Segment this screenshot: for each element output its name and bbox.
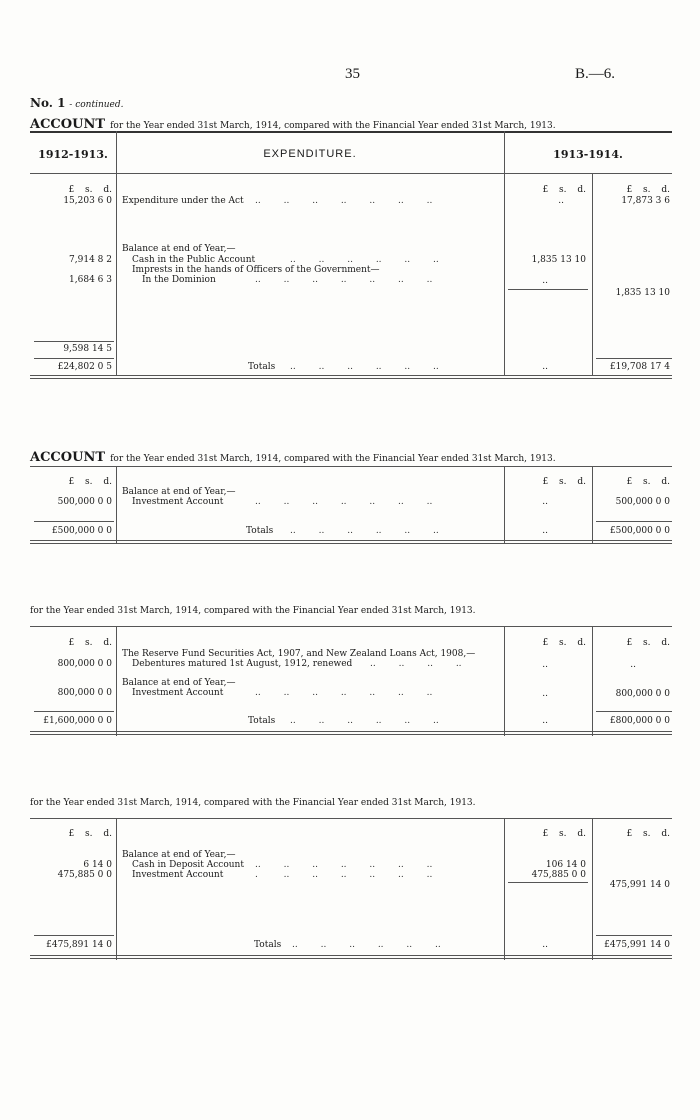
heading-number: No. 1	[30, 96, 66, 110]
col-header-prev: 1912-1913.	[38, 148, 108, 161]
row-curr: 800,000 0 0	[615, 689, 670, 699]
total-label: Totals	[254, 940, 282, 950]
section-4-title: for the Year ended 31st March, 1914, compared with the Financial Year ended 31st March, 1913.	[30, 798, 476, 808]
unit-mid: £ s. d.	[542, 477, 586, 487]
total-prev: £500,000 0 0	[51, 526, 112, 536]
unit-curr: £ s. d.	[626, 638, 670, 648]
row-curr: ..	[630, 660, 636, 670]
section-2-title	[30, 446, 556, 465]
section-2-lead: ACCOUNT	[30, 450, 105, 465]
leader-dots: .. .. .. .. .. .. ..	[255, 688, 433, 698]
page-number: 35	[345, 66, 360, 82]
row-label: Investment Account	[132, 688, 224, 698]
total-curr: £500,000 0 0	[609, 526, 670, 536]
row-mid: ..	[542, 689, 548, 699]
section-2-title-text: for the Year ended 31st March, 1914, compared with the Financial Year ended 31st March, 1913.	[110, 454, 556, 464]
row-mid: ..	[542, 276, 548, 286]
leader-dots: .. .. .. .. .. ..	[290, 716, 439, 726]
total-label: Totals	[246, 526, 274, 536]
continued-heading	[30, 96, 124, 110]
row-prev: 475,885 0 0	[57, 870, 112, 880]
section-3-title: for the Year ended 31st March, 1914, compared with the Financial Year ended 31st March, 1913.	[30, 606, 476, 616]
leader-dots: .. .. .. .. .. .. ..	[255, 275, 433, 285]
total-label: Totals	[248, 362, 276, 372]
row-mid: 1,835 13 10	[531, 255, 586, 265]
row-curr: 500,000 0 0	[615, 497, 670, 507]
section-1-lead: ACCOUNT	[30, 117, 105, 132]
row-mid: 475,885 0 0	[531, 870, 586, 880]
leader-dots: .. .. .. .. .. ..	[290, 362, 439, 372]
total-prev: £24,802 0 5	[57, 362, 112, 372]
row-prev: 6 14 0	[83, 860, 112, 870]
subtotal-curr: 475,991 14 0	[609, 880, 670, 890]
total-label: Totals	[248, 716, 276, 726]
row-prev: 1,684 6 3	[69, 275, 112, 285]
unit-mid: £ s. d.	[542, 829, 586, 839]
total-curr: £475,991 14 0	[604, 940, 670, 950]
total-prev: £475,891 14 0	[46, 940, 112, 950]
row-prev: 800,000 0 0	[57, 659, 112, 669]
section-1-title-text: for the Year ended 31st March, 1914, compared with the Financial Year ended 31st March, 1913.	[110, 121, 556, 131]
row-mid: 106 14 0	[545, 860, 586, 870]
row-label: Imprests in the hands of Officers of the Government—	[132, 265, 380, 275]
row-prev: 500,000 0 0	[57, 497, 112, 507]
col-header-curr: 1913-1914.	[553, 148, 623, 161]
col-header-expenditure: EXPENDITURE.	[263, 148, 357, 160]
row-mid: ..	[542, 497, 548, 507]
row-label: Balance at end of Year,—	[122, 487, 236, 497]
total-prev: £1,600,000 0 0	[43, 716, 112, 726]
row-label: Investment Account	[132, 497, 224, 507]
row-mid: ..	[542, 660, 548, 670]
row-label: Cash in Deposit Account	[132, 860, 244, 870]
unit-prev: £ s. d.	[68, 638, 112, 648]
total-curr: £19,708 17 4	[609, 362, 670, 372]
leader-dots: .. .. .. .. .. ..	[290, 526, 439, 536]
row-label: Debentures matured 1st August, 1912, renewed	[132, 659, 353, 669]
row-curr: 17,873 3 6	[621, 196, 670, 206]
unit-curr: £ s. d.	[626, 829, 670, 839]
leader-dots: .. .. .. .. .. ..	[290, 255, 439, 265]
section-1-title	[30, 113, 556, 132]
page-reference: B.—6.	[575, 66, 616, 82]
unit-curr: £ s. d.	[626, 185, 670, 195]
row-label: The Reserve Fund Securities Act, 1907, and New Zealand Loans Act, 1908,—	[122, 649, 476, 659]
row-label: Balance at end of Year,—	[122, 244, 236, 254]
row-label: In the Dominion	[142, 275, 216, 285]
unit-mid: £ s. d.	[542, 185, 586, 195]
subtotal-prev: 9,598 14 5	[63, 344, 112, 354]
total-mid: ..	[542, 526, 548, 536]
row-label: Investment Account	[132, 870, 224, 880]
leader-dots: .. .. .. .. .. .. ..	[255, 196, 433, 206]
unit-curr: £ s. d.	[626, 477, 670, 487]
leader-dots: . .. .. .. .. .. ..	[255, 870, 433, 880]
unit-mid: £ s. d.	[542, 638, 586, 648]
row-label: Balance at end of Year,—	[122, 850, 236, 860]
total-mid: ..	[542, 716, 548, 726]
unit-prev: £ s. d.	[68, 185, 112, 195]
total-mid: ..	[542, 362, 548, 372]
row-prev: 800,000 0 0	[57, 688, 112, 698]
subtotal-curr: 1,835 13 10	[615, 288, 670, 298]
row-label: Expenditure under the Act	[122, 196, 244, 206]
total-mid: ..	[542, 940, 548, 950]
row-mid: ..	[558, 196, 564, 206]
leader-dots: .. .. .. .. .. ..	[292, 940, 441, 950]
row-label: Cash in the Public Account	[132, 255, 256, 265]
total-curr: £800,000 0 0	[609, 716, 670, 726]
leader-dots: .. .. .. .. .. .. ..	[255, 497, 433, 507]
row-prev: 7,914 8 2	[69, 255, 112, 265]
unit-prev: £ s. d.	[68, 477, 112, 487]
heading-continued: - continued.	[69, 100, 124, 110]
leader-dots: .. .. .. ..	[370, 659, 462, 669]
leader-dots: .. .. .. .. .. .. ..	[255, 860, 433, 870]
row-label: Balance at end of Year,—	[122, 678, 236, 688]
unit-prev: £ s. d.	[68, 829, 112, 839]
row-prev: 15,203 6 0	[63, 196, 112, 206]
